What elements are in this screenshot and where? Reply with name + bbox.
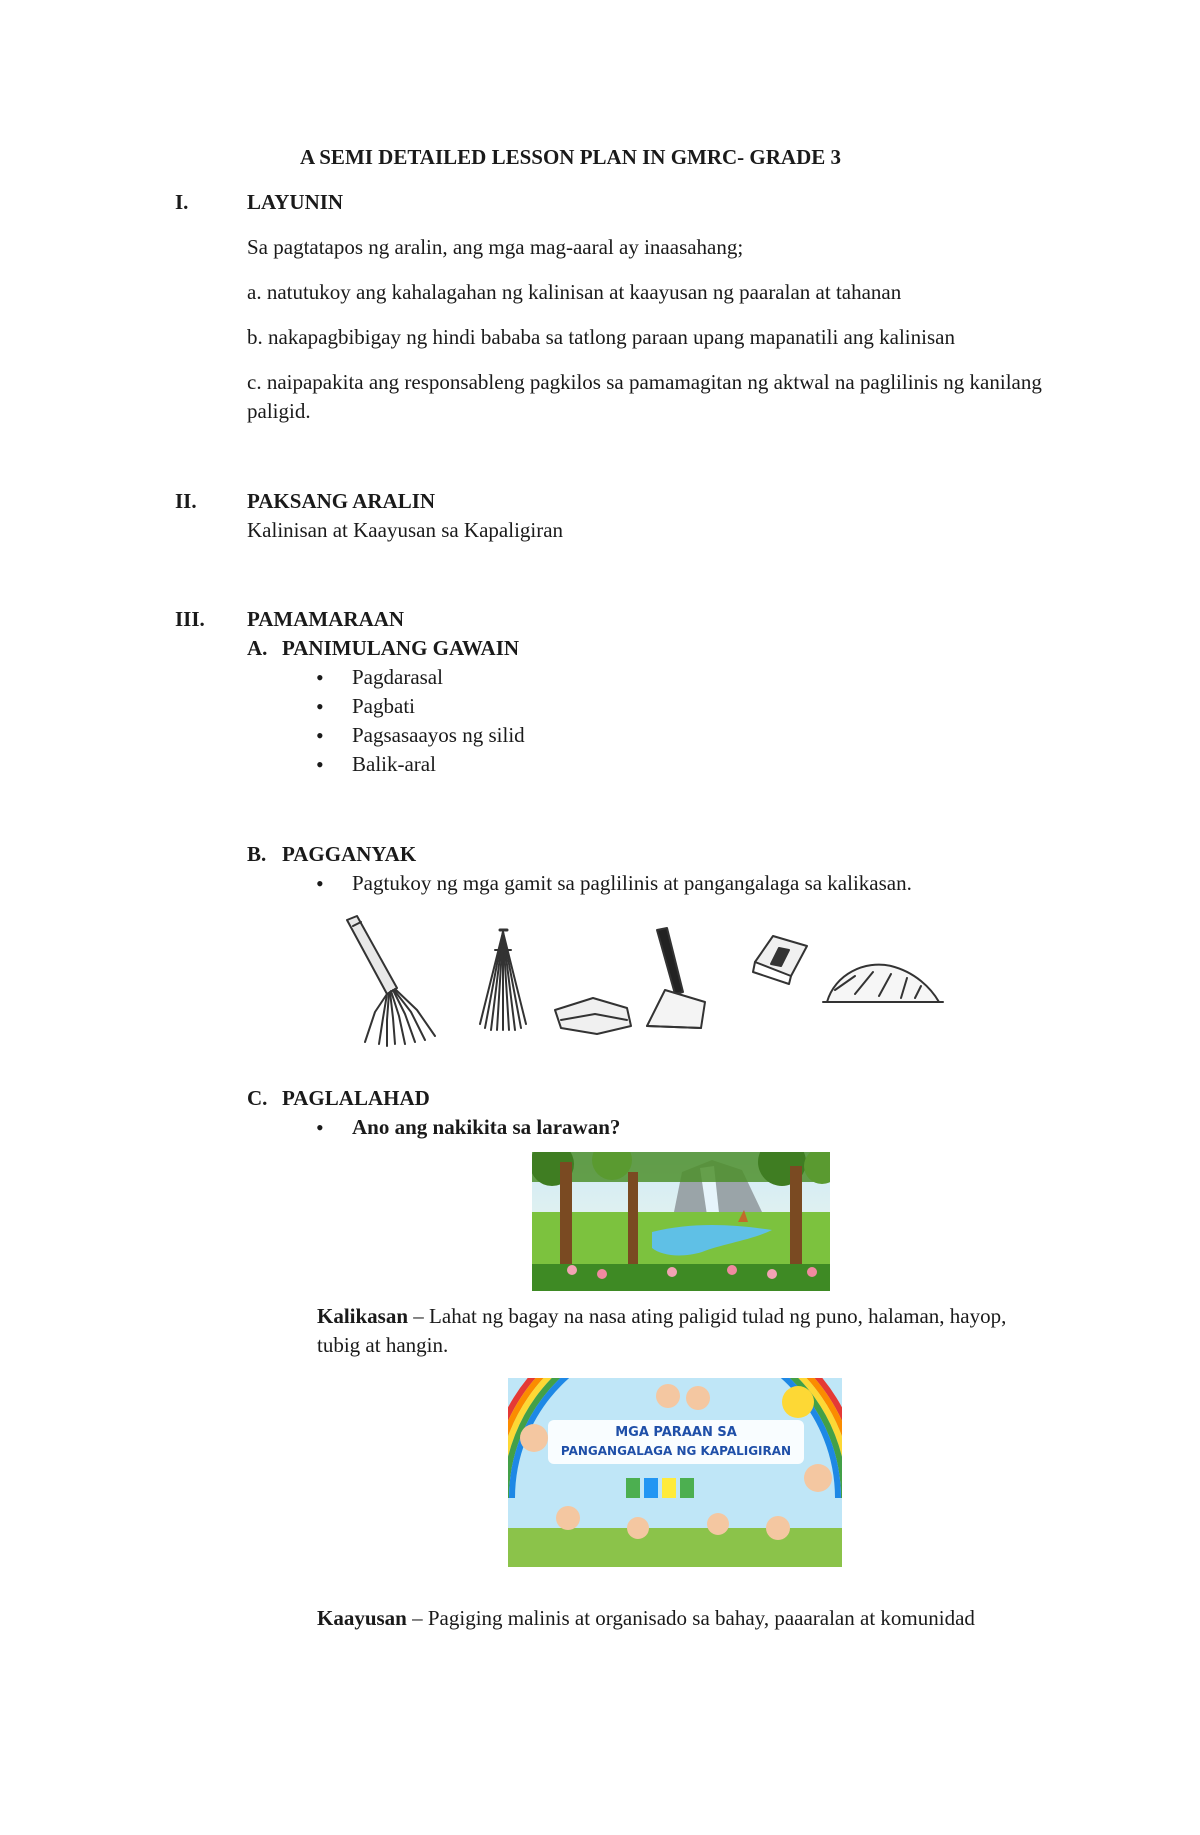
subsection-a-label: A. [247, 636, 268, 660]
document-title: A SEMI DETAILED LESSON PLAN IN GMRC- GRADE 3 [300, 145, 842, 169]
sponge-icon [753, 936, 807, 984]
section-2-heading: PAKSANG ARALIN [247, 489, 436, 513]
subsection-b-label: B. [247, 842, 267, 866]
nature-picture [532, 1152, 830, 1291]
definition-term: Kaayusan [317, 1606, 407, 1630]
kalikasan-definition [317, 1302, 1037, 1360]
trash-bag-icon [823, 965, 943, 1002]
objective-a: a. natutukoy ang kahalagahan ng kalinisan at kaayusan ng paaralan at tahanan [247, 280, 902, 304]
section-3-heading: PAMAMARAAN [247, 607, 405, 631]
section-1-heading: LAYUNIN [247, 190, 344, 214]
subsection-c-label: C. [247, 1086, 268, 1110]
bullet-icon: • [316, 694, 324, 719]
discussion-question: Ano ang nakikita sa larawan? [352, 1115, 621, 1139]
list-item: Pagtukoy ng mga gamit sa paglilinis at pangangalaga sa kalikasan. [352, 871, 912, 895]
list-item: Pagbati [352, 694, 415, 718]
dustpan-icon [647, 928, 705, 1028]
walis-tingting-icon [480, 930, 526, 1030]
list-item: Pagdarasal [352, 665, 443, 689]
section-2-numeral: II. [175, 489, 197, 513]
poster-title-line-1: MGA PARAAN SA [615, 1425, 737, 1440]
objective-b: b. nakapagbibigay ng hindi bababa sa tatlong paraan upang mapanatili ang kalinisan [247, 325, 955, 349]
bullet-icon: • [316, 871, 324, 896]
bullet-icon: • [316, 723, 324, 748]
list-item: Pagsasaayos ng silid [352, 723, 525, 747]
definition-term: Kalikasan [317, 1304, 409, 1328]
cleaning-tools-illustration [335, 910, 955, 1050]
definition-text: – Pagiging malinis at organisado sa bahay, paaaralan at komunidad [406, 1606, 975, 1630]
broom-icon [347, 916, 435, 1046]
kaayusan-definition [317, 1604, 975, 1633]
cloth-icon [555, 998, 631, 1034]
environment-care-poster [508, 1378, 842, 1567]
objectives-intro: Sa pagtatapos ng aralin, ang mga mag-aaral ay inaasahang; [247, 235, 744, 259]
bullet-icon: • [316, 1115, 324, 1140]
subsection-a-heading: PANIMULANG GAWAIN [282, 636, 520, 660]
definition-text: – Lahat ng bagay na nasa ating paligid tulad ng puno, halaman, hayop, tubig at hangin. [317, 1304, 1007, 1357]
bullet-icon: • [316, 665, 324, 690]
objective-c: c. naipapakita ang responsableng pagkilos sa pamamagitan ng aktwal na paglilinis ng kanilang paligid. [247, 370, 1042, 423]
subsection-c-heading: PAGLALAHAD [282, 1086, 430, 1110]
section-1-numeral: I. [175, 190, 189, 214]
subsection-b-heading: PAGGANYAK [282, 842, 417, 866]
poster-title-line-2: PANGANGALAGA NG KAPALIGIRAN [560, 1444, 792, 1458]
list-item: Balik-aral [352, 752, 436, 776]
section-3-numeral: III. [175, 607, 205, 631]
bullet-icon: • [316, 752, 324, 777]
lesson-topic: Kalinisan at Kaayusan sa Kapaligiran [247, 518, 564, 542]
